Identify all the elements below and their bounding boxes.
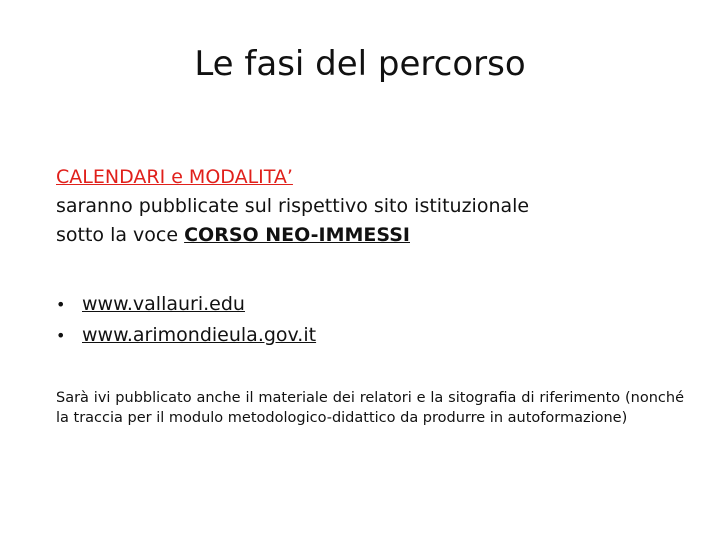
bullet-icon: • <box>56 326 66 345</box>
list-item <box>56 289 316 320</box>
calendar-modalities-label: CALENDARI e MODALITA’ <box>56 166 293 188</box>
intro-text <box>56 163 676 250</box>
intro-line-3-prefix: sotto la voce <box>56 224 185 246</box>
intro-line-2: saranno pubblicate sul rispettivo sito istituzionale <box>56 195 530 217</box>
slide-title: Le fasi del percorso <box>194 44 526 84</box>
course-name-emphasis: CORSO NEO-IMMESSI <box>184 224 410 246</box>
materials-note: Sarà ivi pubblicato anche il materiale dei relatori e la sitografia di riferimento (nonché la traccia per il modulo metodologico-didattico da produrre in autoformazione) <box>56 390 684 426</box>
list-item <box>56 320 316 351</box>
intro-line-3 <box>56 221 676 250</box>
bullet-icon: • <box>56 295 66 314</box>
arimondi-eula-website-link[interactable]: www.arimondieula.gov.it <box>82 324 317 346</box>
website-link-list <box>56 289 316 351</box>
vallauri-website-link[interactable]: www.vallauri.edu <box>82 293 245 315</box>
